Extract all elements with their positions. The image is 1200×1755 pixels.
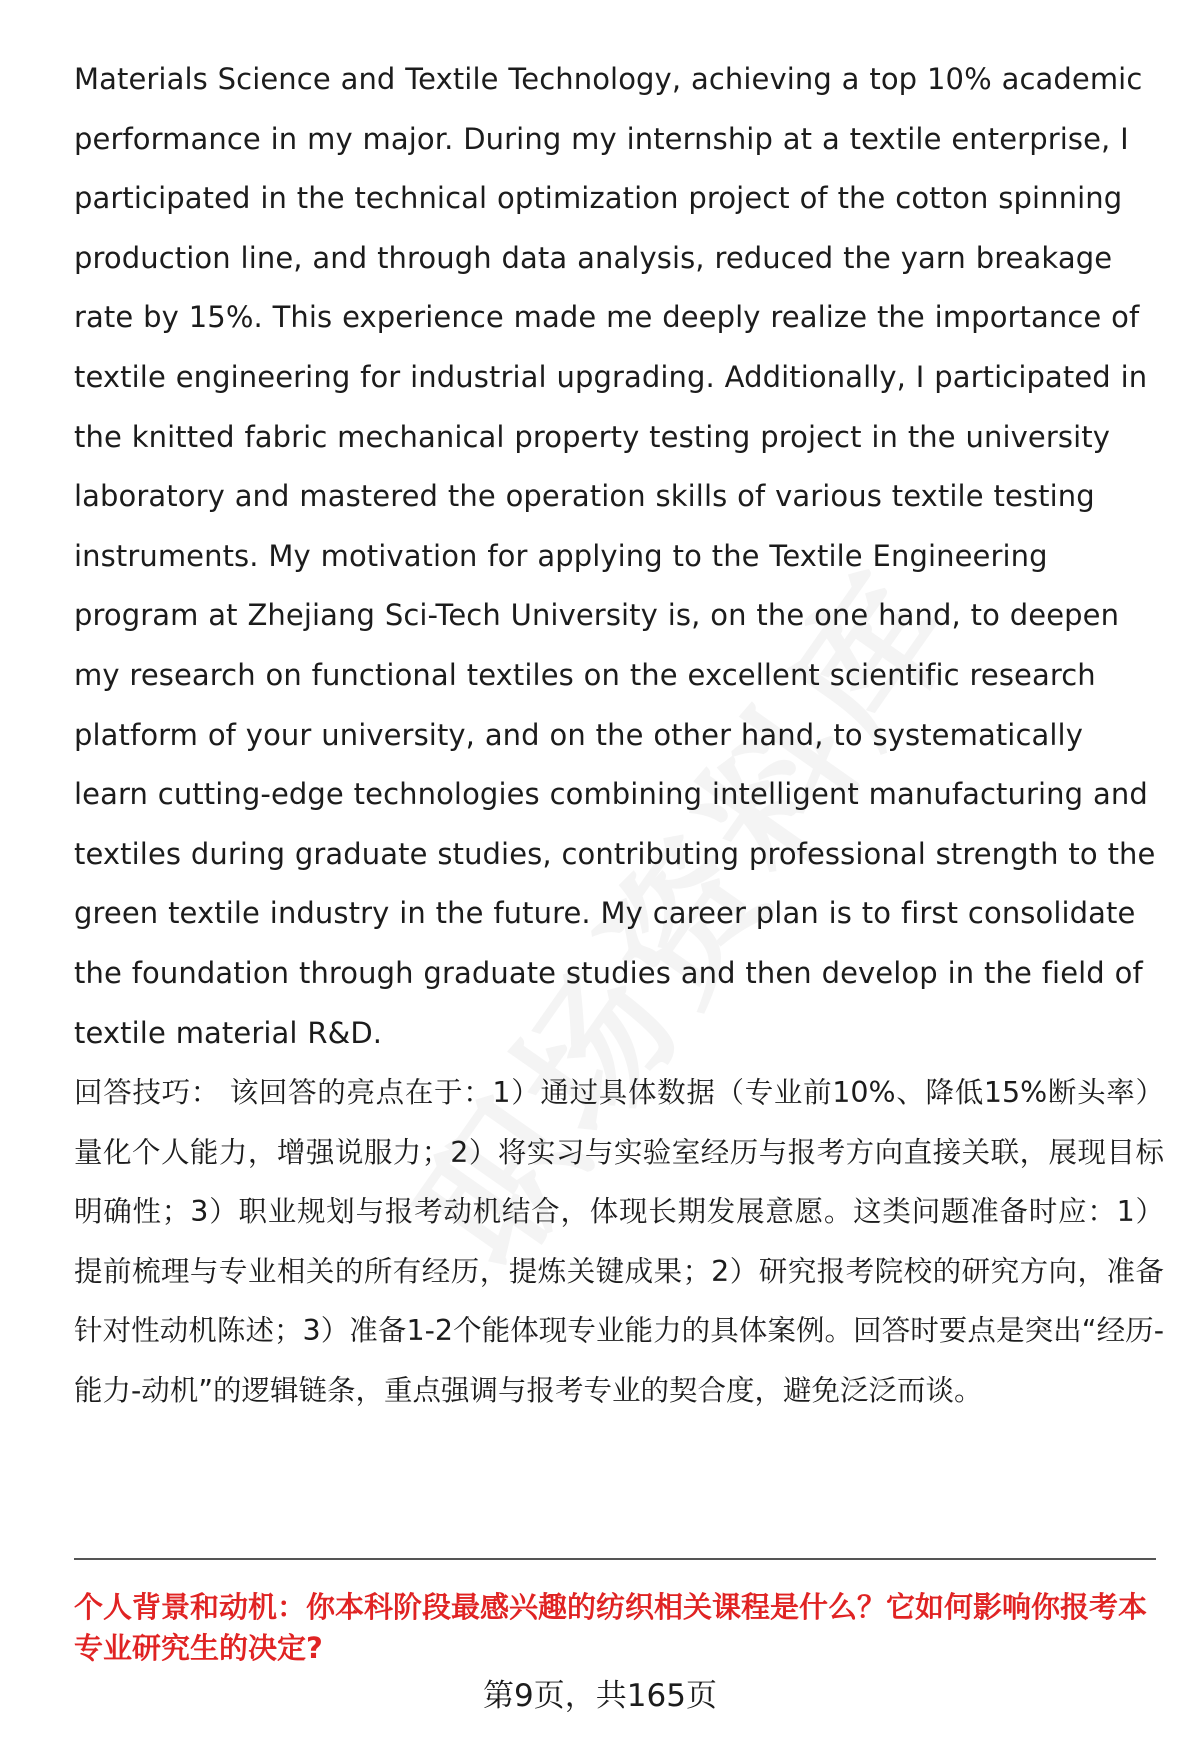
next-question-heading: 个人背景和动机：你本科阶段最感兴趣的纺织相关课程是什么？它如何影响你报考本专业研究生的决定? bbox=[74, 1590, 1148, 1665]
section-divider bbox=[74, 1558, 1156, 1560]
tips-label: 回答技巧： bbox=[74, 1076, 220, 1109]
tips-text: 该回答的亮点在于：1）通过具体数据（专业前10%、降低15%断头率）量化个人能力，增强说服力；2）将实习与实验室经历与报考方向直接关联，展现目标明确性；3）职业规划与报考动机结合，体现长期发展意愿。这类问题准备时应：1）提前梳理与专业相关的所有经历，提炼关键成果；2）研究报考院校的研究方向，准备针对性动机陈述；3）准备1-2个能体现专业能力的具体案例。回答时要点是突出“经历-能力-动机”的逻辑链条，重点强调与报考专业的契合度，避免泛泛而谈。 bbox=[74, 1076, 1164, 1407]
page-number: 第9页，共165页 bbox=[483, 1678, 717, 1714]
answer-paragraph: Materials Science and Textile Technology, achieving a top 10% academic performance in my major. During my internship at a textile enterprise, I participated in the technical optimization project of the cotton spinning production line, and through data analysis, reduced the yarn breakage rate by 15%. This experience made me deeply realize the importance of textile engineering for industrial upgrading. Additionally, I participated in the knitted fabric mechanical property testing project in the university laboratory and mastered the operation skills of various textile testing instruments. My motivation for applying to the Textile Engineering program at Zhejiang Sci-Tech University is, on the one hand, to deepen my research on functional textiles on the excellent scientific research platform of your university, and on the other hand, to systematically learn cutting-edge technologies combining intelligent manufacturing and textiles during graduate studies, contributing professional strength to the green textile industry in the future. My career plan is to first consolidate the foundation through graduate studies and then develop in the field of textile material R&D. bbox=[74, 62, 1156, 1050]
answer-tips bbox=[74, 1063, 1164, 1420]
